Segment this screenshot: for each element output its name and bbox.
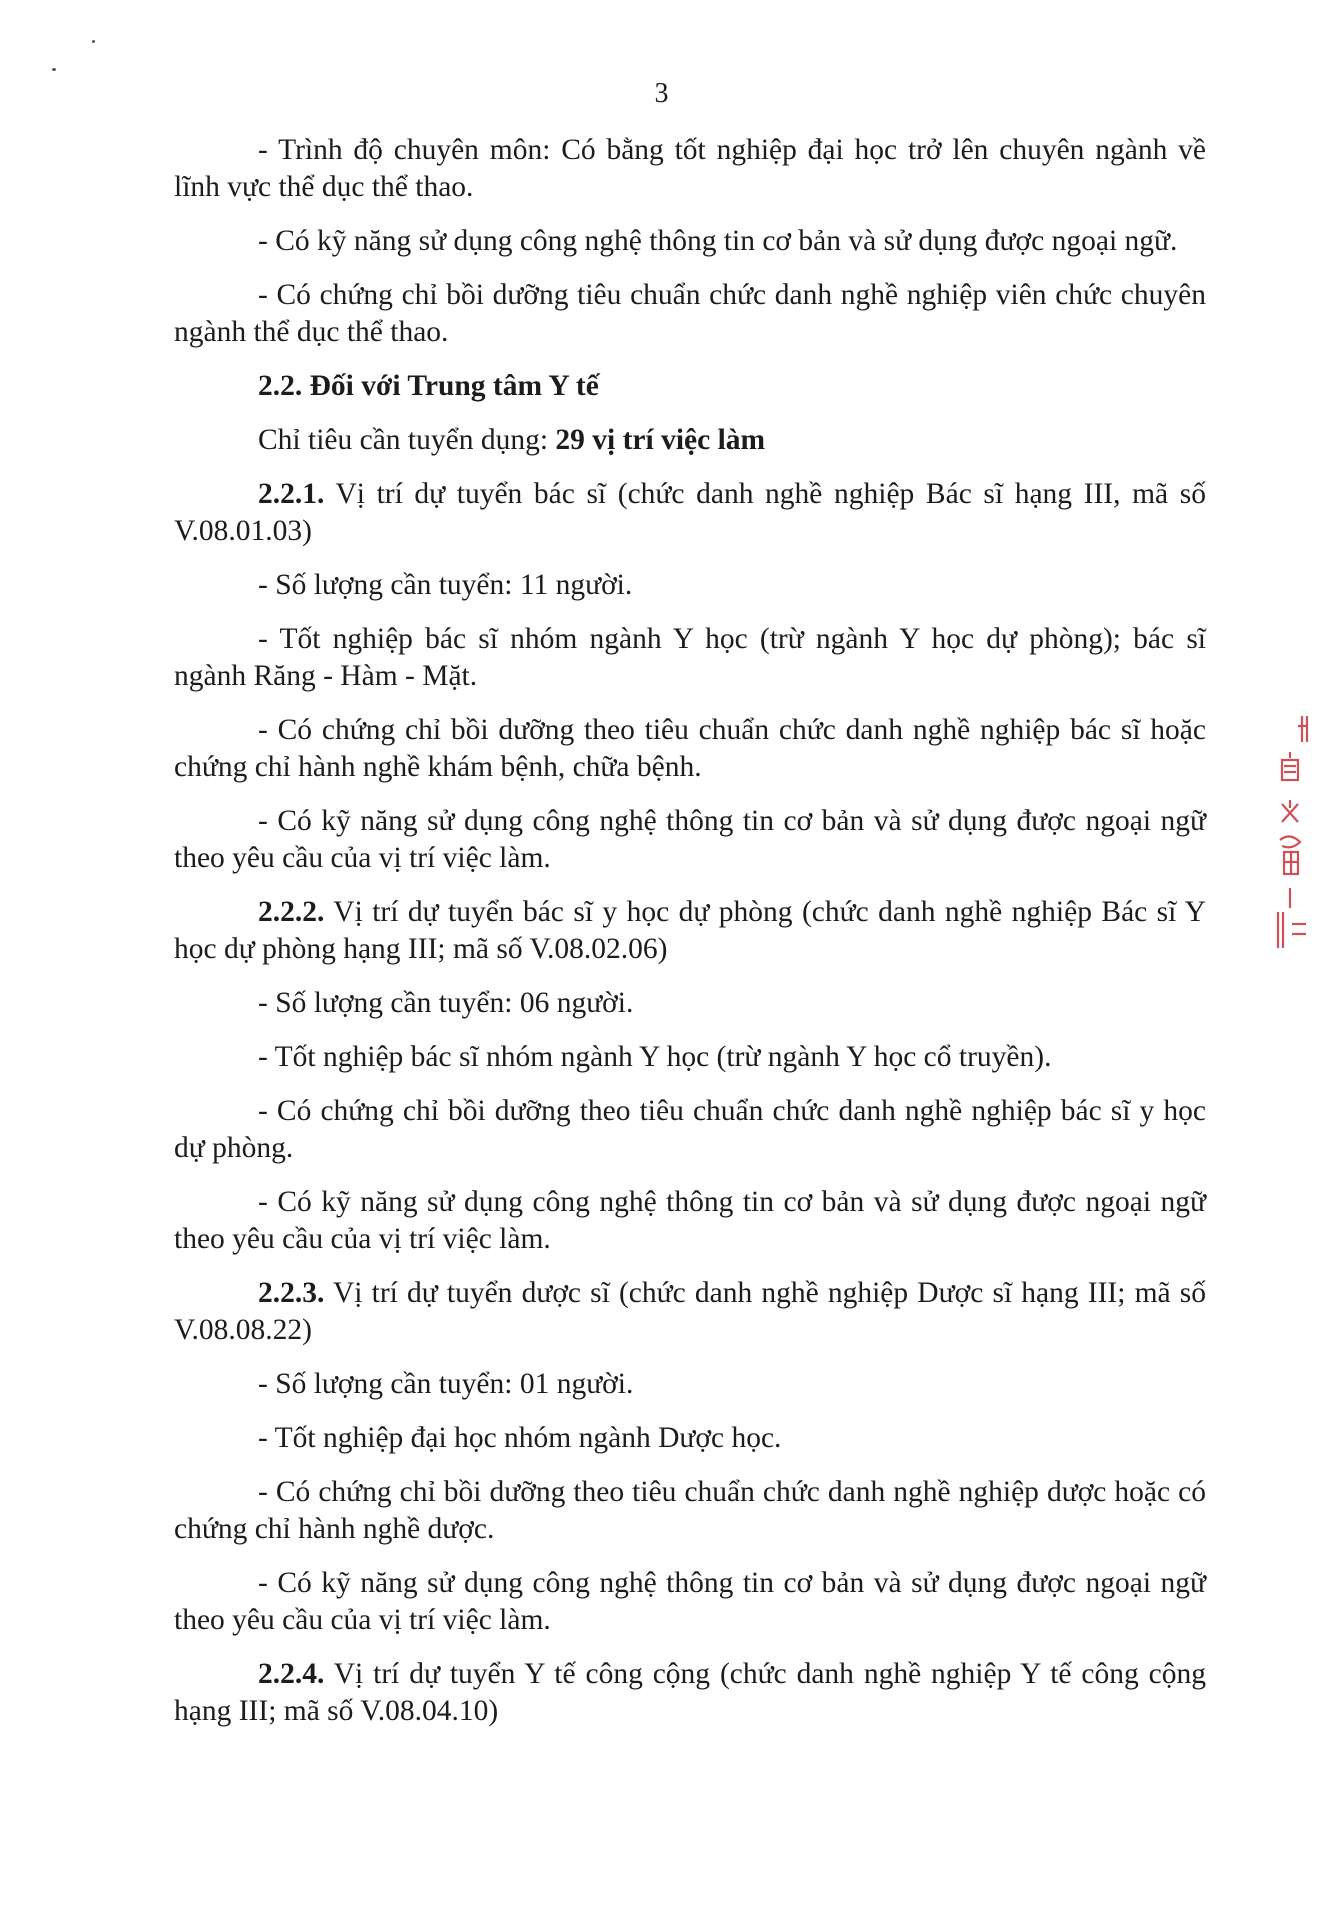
body-paragraph: - Có chứng chỉ bồi dưỡng tiêu chuẩn chức danh nghề nghiệp viên chức chuyên ngành thể dục thể thao. xyxy=(174,279,1206,348)
item-number: 2.2.4. xyxy=(258,1658,325,1690)
body-paragraph: - Tốt nghiệp bác sĩ nhóm ngành Y học (trừ ngành Y học dự phòng); bác sĩ ngành Răng - Hàm - Mặt. xyxy=(174,623,1206,692)
item-number: 2.2.1. xyxy=(258,478,325,510)
body-paragraph: - Tốt nghiệp bác sĩ nhóm ngành Y học (trừ ngành Y học cổ truyền). xyxy=(258,1041,1052,1073)
body-paragraph: - Có kỹ năng sử dụng công nghệ thông tin cơ bản và sử dụng được ngoại ngữ. xyxy=(258,225,1178,257)
item-text: Vị trí dự tuyển dược sĩ (chức danh nghề nghiệp Dược sĩ hạng III; mã số V.08.08.22) xyxy=(174,1277,1206,1346)
seal-stamp-fragment xyxy=(1276,712,1310,952)
section-heading: 2.2. Đối với Trung tâm Y tế xyxy=(258,370,599,402)
body-paragraph: - Tốt nghiệp đại học nhóm ngành Dược học. xyxy=(258,1422,782,1454)
numbered-item xyxy=(174,1275,1206,1349)
item-text: Vị trí dự tuyển bác sĩ y học dự phòng (chức danh nghề nghiệp Bác sĩ Y học dự phòng hạng III; mã số V.08.02.06) xyxy=(174,896,1206,965)
item-number: 2.2.3. xyxy=(258,1277,325,1309)
quota-label: Chỉ tiêu cần tuyển dụng: xyxy=(258,424,556,456)
scan-speck xyxy=(52,68,56,71)
item-text: Vị trí dự tuyển Y tế công cộng (chức danh nghề nghiệp Y tế công cộng hạng III; mã số V.08.04.10) xyxy=(174,1658,1206,1727)
body-paragraph: - Có chứng chỉ bồi dưỡng theo tiêu chuẩn chức danh nghề nghiệp dược hoặc có chứng chỉ hành nghề dược. xyxy=(174,1476,1206,1545)
body-paragraph: - Có chứng chỉ bồi dưỡng theo tiêu chuẩn chức danh nghề nghiệp bác sĩ y học dự phòng. xyxy=(174,1095,1206,1164)
page-number: 3 xyxy=(654,78,669,109)
item-text: Vị trí dự tuyển bác sĩ (chức danh nghề nghiệp Bác sĩ hạng III, mã số V.08.01.03) xyxy=(174,478,1206,547)
body-paragraph: - Số lượng cần tuyển: 01 người. xyxy=(258,1368,634,1400)
quota-value: 29 vị trí việc làm xyxy=(555,424,766,456)
body-paragraph: - Số lượng cần tuyển: 06 người. xyxy=(258,987,634,1019)
numbered-item xyxy=(174,894,1206,968)
item-number: 2.2.2. xyxy=(258,896,325,928)
quota-line xyxy=(174,422,1206,459)
body-paragraph: - Có kỹ năng sử dụng công nghệ thông tin cơ bản và sử dụng được ngoại ngữ theo yêu cầu của vị trí việc làm. xyxy=(174,805,1206,874)
scan-speck xyxy=(92,40,95,43)
body-paragraph: - Số lượng cần tuyển: 11 người. xyxy=(258,569,633,601)
document-body xyxy=(174,132,1206,1747)
body-paragraph: - Trình độ chuyên môn: Có bằng tốt nghiệp đại học trở lên chuyên ngành về lĩnh vực thể dục thể thao. xyxy=(174,134,1206,203)
body-paragraph: - Có kỹ năng sử dụng công nghệ thông tin cơ bản và sử dụng được ngoại ngữ theo yêu cầu của vị trí việc làm. xyxy=(174,1186,1206,1255)
body-paragraph: - Có kỹ năng sử dụng công nghệ thông tin cơ bản và sử dụng được ngoại ngữ theo yêu cầu của vị trí việc làm. xyxy=(174,1567,1206,1636)
numbered-item xyxy=(174,476,1206,550)
body-paragraph: - Có chứng chỉ bồi dưỡng theo tiêu chuẩn chức danh nghề nghiệp bác sĩ hoặc chứng chỉ hành nghề khám bệnh, chữa bệnh. xyxy=(174,714,1206,783)
numbered-item xyxy=(174,1656,1206,1730)
